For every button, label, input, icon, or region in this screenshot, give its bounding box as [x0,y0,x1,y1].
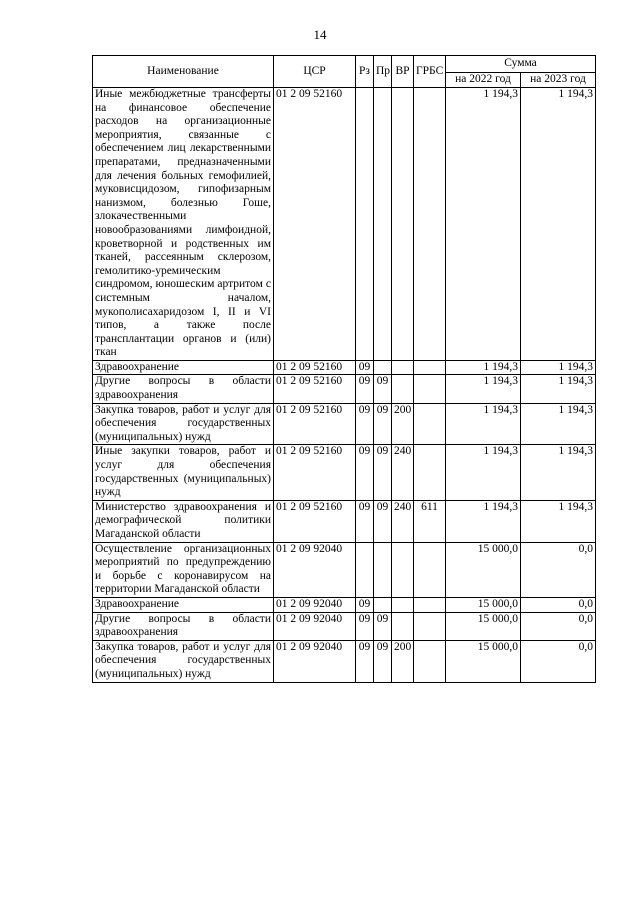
row-grbs [414,375,446,403]
row-vr [392,375,414,403]
row-grbs [414,612,446,640]
table-row [93,375,596,403]
table-row [93,542,596,597]
row-rz: 09 [356,500,374,542]
table-row [93,360,596,375]
header-rz: Рз [356,56,374,88]
row-name: Другие вопросы в области здравоохранения [93,375,274,403]
row-csr: 01 2 09 52160 [274,500,356,542]
row-rz [356,542,374,597]
row-pr: 09 [374,612,392,640]
row-pr: 09 [374,500,392,542]
row-sum-2023: 0,0 [521,612,596,640]
row-sum-2022: 15 000,0 [446,612,521,640]
row-rz: 09 [356,612,374,640]
row-vr [392,597,414,612]
row-sum-2022: 1 194,3 [446,500,521,542]
budget-table [92,55,596,683]
row-grbs: 611 [414,500,446,542]
row-vr: 240 [392,500,414,542]
header-pr: Пр [374,56,392,88]
row-grbs [414,597,446,612]
row-csr: 01 2 09 52160 [274,360,356,375]
row-csr: 01 2 09 92040 [274,640,356,682]
row-vr [392,360,414,375]
table-row [93,403,596,445]
row-sum-2023: 1 194,3 [521,500,596,542]
row-grbs [414,360,446,375]
table-row [93,88,596,361]
row-sum-2022: 1 194,3 [446,445,521,500]
row-vr [392,612,414,640]
table-row [93,597,596,612]
row-csr: 01 2 09 52160 [274,88,356,361]
row-rz: 09 [356,375,374,403]
row-pr [374,597,392,612]
row-rz [356,88,374,361]
row-sum-2023: 0,0 [521,597,596,612]
row-sum-2023: 1 194,3 [521,88,596,361]
row-sum-2022: 1 194,3 [446,375,521,403]
row-grbs [414,640,446,682]
row-sum-2023: 0,0 [521,542,596,597]
row-pr [374,360,392,375]
row-csr: 01 2 09 92040 [274,597,356,612]
table-row [93,640,596,682]
row-rz: 09 [356,403,374,445]
row-name: Иные межбюджетные трансферты на финансовое обеспечение расходов на организационные мероприятия, связанные с обеспечением лиц лекарственными препаратами, предназначенными для лечения больных гемофилией, муковисцидозом, гипофизарным нанизмом, болезнью Гоше, злокачественными новообразованиями лимфоидной, кроветворной и родственных им тканей, рассеянным склерозом, гемолитико-уремическим синдромом, юношеским артритом с системным началом, мукополисахаридозом I, II и VI типов, а также после трансплантации органов и (или) ткан [93,88,274,361]
row-vr [392,542,414,597]
row-sum-2022: 1 194,3 [446,360,521,375]
row-name: Осуществление организационных мероприятий по предупреждению и борьбе с коронавирусом на территории Магаданской области [93,542,274,597]
row-rz: 09 [356,597,374,612]
row-grbs [414,445,446,500]
row-pr: 09 [374,445,392,500]
row-pr [374,542,392,597]
row-csr: 01 2 09 52160 [274,375,356,403]
row-name: Иные закупки товаров, работ и услуг для обеспечения государственных (муниципальных) нужд [93,445,274,500]
row-csr: 01 2 09 52160 [274,445,356,500]
row-rz: 09 [356,445,374,500]
row-vr [392,88,414,361]
page-number: 14 [313,27,327,42]
row-pr: 09 [374,640,392,682]
header-grbs: ГРБС [414,56,446,88]
row-vr: 240 [392,445,414,500]
table-row [93,445,596,500]
row-sum-2023: 1 194,3 [521,403,596,445]
row-rz: 09 [356,640,374,682]
row-grbs [414,88,446,361]
row-name: Закупка товаров, работ и услуг для обеспечения государственных (муниципальных) нужд [93,640,274,682]
header-year-2022: на 2022 год [446,73,521,88]
row-sum-2023: 1 194,3 [521,375,596,403]
row-sum-2022: 15 000,0 [446,542,521,597]
row-sum-2022: 1 194,3 [446,403,521,445]
row-grbs [414,403,446,445]
header-vr: ВР [392,56,414,88]
table-row [93,500,596,542]
row-rz: 09 [356,360,374,375]
header-csr: ЦСР [274,56,356,88]
header-year-2023: на 2023 год [521,73,596,88]
row-pr: 09 [374,375,392,403]
row-name: Министерство здравоохранения и демографической политики Магаданской области [93,500,274,542]
row-sum-2022: 1 194,3 [446,88,521,361]
row-sum-2023: 1 194,3 [521,445,596,500]
row-name: Здравоохранение [93,360,274,375]
row-name: Здравоохранение [93,597,274,612]
row-name: Закупка товаров, работ и услуг для обеспечения государственных (муниципальных) нужд [93,403,274,445]
row-grbs [414,542,446,597]
row-vr: 200 [392,403,414,445]
row-name: Другие вопросы в области здравоохранения [93,612,274,640]
row-sum-2022: 15 000,0 [446,597,521,612]
row-sum-2023: 0,0 [521,640,596,682]
row-sum-2023: 1 194,3 [521,360,596,375]
header-sum: Сумма [446,56,596,73]
row-pr [374,88,392,361]
row-csr: 01 2 09 52160 [274,403,356,445]
header-name: Наименование [93,56,274,88]
table-row [93,612,596,640]
row-csr: 01 2 09 92040 [274,612,356,640]
row-vr: 200 [392,640,414,682]
row-sum-2022: 15 000,0 [446,640,521,682]
row-csr: 01 2 09 92040 [274,542,356,597]
row-pr: 09 [374,403,392,445]
